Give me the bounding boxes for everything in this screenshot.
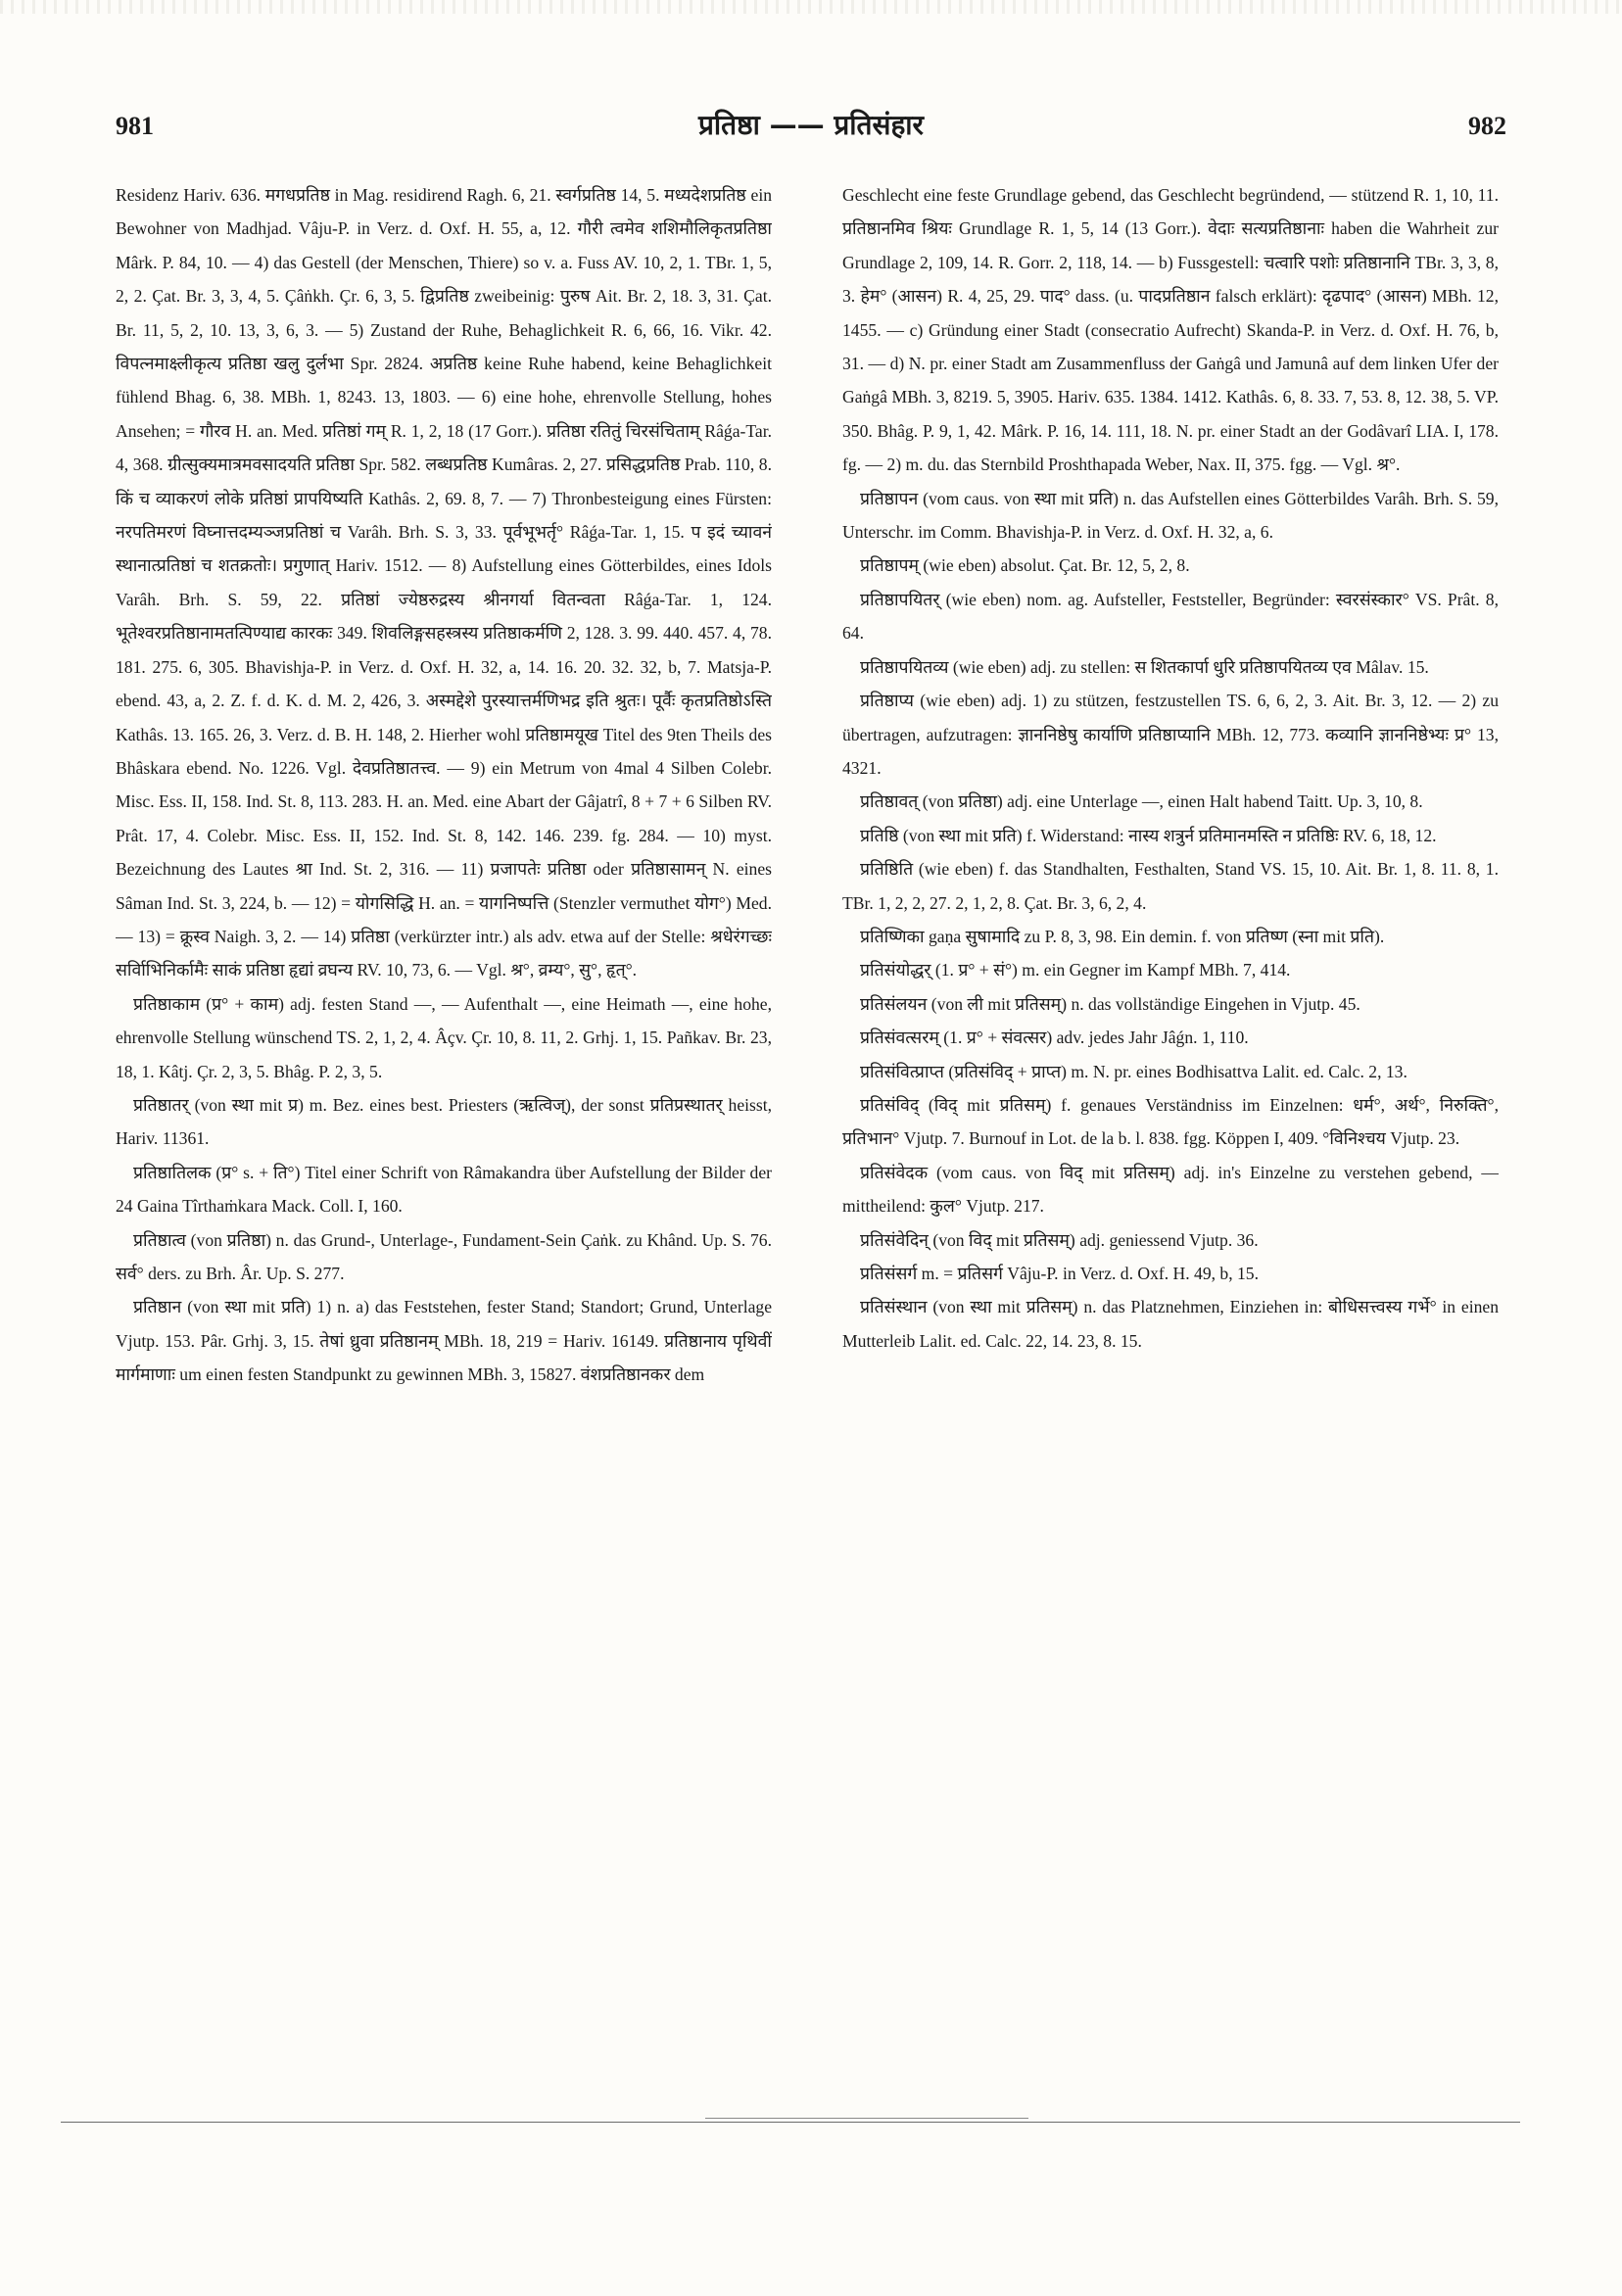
dictionary-entry: प्रतिष्ठाकाम (प्र° + काम) adj. festen Stand —, — Aufenthalt —, eine Heimath —, eine hohe, ehrenvolle Stellung wünschend TS. 2, 1, 2, 4. Âçv. Çr. 10, 8. 11, 2. Grhj. 1, 15. Pañkav. Br. 23, 18, 1. Kâtj. Çr. 2, 3, 5. Bhâg. P. 2, 3, 5. (116, 993, 772, 1081)
page-number-right: 982 (1468, 112, 1506, 140)
dictionary-entry: प्रतिष्णिका gaṇa सुषामादि zu P. 8, 3, 98. Ein demin. f. von प्रतिष्ण (स्ना mit प्रति). (860, 926, 1385, 946)
dictionary-entry: प्रतिसंयोद्धर् (1. प्र° + सं°) m. ein Gegner im Kampf MBh. 7, 414. (860, 960, 1291, 981)
dictionary-entry: प्रतिष्ठातिलक (प्र° s. + ति°) Titel einer Schrift von Râmakandra über Aufstellung der Bilder der 24 Gaina Tîrthaṁkara Mack. Coll. I, 160. (116, 1162, 772, 1217)
footer-rule (61, 2122, 1520, 2123)
dictionary-entry: प्रतिष्ठिति (wie eben) f. das Standhalten, Festhalten, Stand VS. 15, 10. Ait. Br. 1, 8. 11. 8, 1. TBr. 1, 2, 2, 27. 2, 1, 2, 8. Çat. Br. 3, 6, 2, 4. (842, 859, 1499, 913)
page-header (116, 106, 1506, 153)
running-head: प्रतिष्ठा —— प्रतिसंहार (697, 109, 925, 141)
dictionary-entry: Residenz Hariv. 636. मगधप्रतिष्ठ in Mag. residirend Ragh. 6, 21. स्वर्गप्रतिष्ठ 14, 5. मध्यदेशप्रतिष्ठ ein Bewohner von Madhjad. Vâju-P. in Verz. d. Oxf. H. 55, a, 12. गौरी त्वमेव शशिमौलिकृतप्रतिष्ठा Mârk. P. 84, 10. — 4) das Gestell (der Menschen, Thiere) so v. a. Fuss AV. 10, 2, 1. TBr. 1, 5, 2, 2. Çat. Br. 3, 3, 4, 5. Çâṅkh. Çr. 6, 3, 5. द्विप्रतिष्ठ zweibeinig: पुरुष Ait. Br. 2, 18. 3, 31. Çat. Br. 11, 5, 2, 10. 13, 3, 6, 3. — 5) Zustand der Ruhe, Behaglichkeit R. 6, 66, 16. Vikr. 42. विपत्नमाक्ष्लीकृत्य प्रतिष्ठा खलु दुर्लभा Spr. 2824. अप्रतिष्ठ keine Ruhe habend, keine Behaglichkeit fühlend Bhag. 6, 38. MBh. 1, 8243. 13, 1803. — 6) eine hohe, ehrenvolle Stellung, hohes Ansehen; = गौरव H. an. Med. प्रतिष्ठां गम् R. 1, 2, 18 (17 Gorr.). प्रतिष्ठा रतितुं चिरसंचिताम् Râǵa-Tar. 4, 368. ग्रीत्सुक्यमात्रमवसादयति प्रतिष्ठा Spr. 582. लब्धप्रतिष्ठ Kumâras. 2, 27. प्रसिद्धप्रतिष्ठ Prab. 110, 8. किं च व्याकरणं लोके प्रतिष्ठां प्रापयिष्यति Kathâs. 2, 69. 8, 7. — 7) Thronbesteigung eines Fürsten: नरपतिमरणं विघ्नात्तदम्यञ्जप्रतिष्ठां च Varâh. Brh. S. 3, 33. पूर्वभूभर्तृ° Râǵa-Tar. 1, 15. प इदं च्यावनं स्थानात्प्रतिष्ठां च शतक्रतोः। प्रगुणात् Hariv. 1512. — 8) Aufstellung eines Götterbildes, eines Idols Varâh. Brh. S. 59, 22. प्रतिष्ठां ज्येष्ठरुद्रस्य श्रीनगर्या वितन्वता Râǵa-Tar. 1, 124. भूतेश्वरप्रतिष्ठानामतत्पिण्याद्य कारकः 349. शिवलिङ्गसहस्त्रस्य प्रतिष्ठाकर्मणि 2, 128. 3. 99. 440. 457. 4, 78. 181. 275. 6, 305. Bhavishja-P. in Verz. d. Oxf. H. 32, a, 14. 16. 20. 32. 32, b, 7. Matsja-P. ebend. 43, a, 2. Z. f. d. K. d. M. 2, 426, 3. अस्मद्देशे पुरस्यात्तर्मणिभद्र इति श्रुतः। पूर्वैः कृतप्रतिष्ठोऽस्ति Kathâs. 13. 165. 26, 3. Verz. d. B. H. 148, 2. Hierher wohl प्रतिष्ठामयूख Titel des 9ten Theils des Bhâskara ebend. No. 1226. Vgl. देवप्रतिष्ठातत्त्व. — 9) ein Metrum von 4mal 4 Silben Colebr. Misc. Ess. II, 158. Ind. St. 8, 113. 283. H. an. Med. eine Abart der Gâjatrî, 8 + 7 + 6 Silben RV. Prât. 17, 4. Colebr. Misc. Ess. II, 152. Ind. St. 8, 142. 146. 239. fg. 284. — 10) myst. Bezeichnung des Lautes श्रा Ind. St. 2, 316. — 11) प्रजापतेः प्रतिष्ठा oder प्रतिष्ठासामन् N. eines Sâman Ind. St. 3, 224, b. — 12) = योगसिद्धि H. an. = यागनिष्पत्ति (Stenzler vermuthet योग°) Med. — 13) = क्रूस्व Naigh. 3, 2. — 14) प्रतिष्ठा (verkürzter intr.) als adv. etwa auf der Stelle: श्रधेरंगच्छः सर्वािभिनिर्कामैः साकं प्रतिष्ठा हृद्यां व्रघन्य RV. 10, 73, 6. — Vgl. श्र°, व्रम्य°, सु°, हृत्°. (116, 185, 772, 981)
dictionary-entry: प्रतिसंवेदिन् (von विद् mit प्रतिसम्) adj. geniessend Vjutp. 36. (860, 1229, 1259, 1250)
dictionary-entry: Geschlecht eine feste Grundlage gebend, das Geschlecht begründend, — stützend R. 1, 10, 11. प्रतिष्ठानमिव श्रियः Grundlage R. 1, 5, 14 (13 Gorr.). वेदाः सत्यप्रतिष्ठानाः haben die Wahrheit zur Grundlage 2, 109, 14. R. Gorr. 2, 118, 14. — b) Fussgestell: चत्वारि पशोः प्रतिष्ठानानि TBr. 3, 3, 8, 3. हेम° (आसन) R. 4, 25, 29. पाद° dass. (u. पादप्रतिष्ठान falsch erklärt): दृढपाद° (आसन) MBh. 12, 1455. — c) Gründung einer Stadt (consecratio Aufrecht) Skanda-P. in Verz. d. Oxf. H. 76, b, 31. — d) N. pr. einer Stadt am Zusammenfluss der Gaṅgâ und Jamunâ auf dem linken Ufer der Gaṅgâ MBh. 3, 8219. 5, 3905. Hariv. 635. 1384. 1412. Kathâs. 6, 8. 33. 7, 53. 8, 12. 38, 5. VP. 350. Bhâg. P. 9, 1, 42. Mârk. P. 16, 14. 111, 18. N. pr. einer Stadt an der Godâvarî LIA. I, 178. fg. — 2) m. du. das Sternbild Proshthapada Weber, Nax. II, 375. fgg. — Vgl. श्र°. (842, 185, 1499, 475)
dictionary-entry: प्रतिसंविद् (विद् mit प्रतिसम्) f. genaues Verständniss im Einzelnen: धर्म°, अर्थ°, निरुक्ति°, प्रतिभान° Vjutp. 7. Burnouf in Lot. de la b. l. 838. fgg. Köppen I, 409. °विनिश्चय Vjutp. 23. (842, 1094, 1499, 1149)
dictionary-entry: प्रतिष्ठावत् (von प्रतिष्ठा) adj. eine Unterlage —, einen Halt habend Taitt. Up. 3, 10, 8. (860, 791, 1423, 812)
dictionary-entry: प्रतिष्ठात्व (von प्रतिष्ठा) n. das Grund-, Unterlage-, Fundament-Sein Çaṅk. zu Khând. Up. S. 76. सर्व° ders. zu Brh. Âr. Up. S. 277. (116, 1229, 772, 1283)
scan-top-edge (0, 0, 1622, 14)
page-number-left: 981 (116, 112, 154, 140)
footer-rule-accent (705, 2118, 1028, 2119)
dictionary-entry: प्रतिसंवित्प्राप्त (प्रतिसंविद् + प्राप्त) m. N. pr. eines Bodhisattva Lalit. ed. Calc. 2, 13. (860, 1061, 1407, 1081)
dictionary-entry: प्रतिसंसर्ग m. = प्रतिसर्ग Vâju-P. in Verz. d. Oxf. H. 49, b, 15. (860, 1264, 1259, 1283)
dictionary-entry: प्रतिष्ठापम् (wie eben) absolut. Çat. Br. 12, 5, 2, 8. (860, 555, 1190, 576)
dictionary-entry: प्रतिसंवेदक (vom caus. von विद् mit प्रतिसम्) adj. in's Einzelne zu verstehen gebend, — mittheilend: कुल° Vjutp. 217. (842, 1162, 1499, 1217)
left-column (116, 178, 772, 2059)
dictionary-entry: प्रतिसंस्थान (von स्था mit प्रतिसम्) n. das Platznehmen, Einziehen in: बोधिसत्त्वस्य गर्भे° in einen Mutterleib Lalit. ed. Calc. 22, 14. 23, 8. 15. (842, 1297, 1499, 1351)
dictionary-entry: प्रतिसंवत्सरम् (1. प्र° + संवत्सर) adv. jedes Jahr Jâǵn. 1, 110. (860, 1028, 1249, 1048)
dictionary-entry: प्रतिष्ठापयितर् (wie eben) nom. ag. Aufsteller, Feststeller, Begründer: स्वरसंस्कार° VS. Prât. 8, 64. (842, 589, 1499, 644)
dictionary-entry: प्रतिष्ठापयितव्य (wie eben) adj. zu stellen: स शितकार्पा धुरि प्रतिष्ठापयितव्य एव Mâlav. 15. (860, 656, 1429, 677)
right-column (842, 178, 1499, 2059)
dictionary-entry: प्रतिसंलयन (von ली mit प्रतिसम्) n. das vollständige Eingehen in Vjutp. 45. (860, 993, 1360, 1014)
dictionary-entry: प्रतिष्ठि (von स्था mit प्रति) f. Widerstand: नास्य शत्रुर्न प्रतिमानमस्ति न प्रतिष्ठिः RV. 6, 18, 12. (860, 825, 1437, 845)
dictionary-entry: प्रतिष्ठातर् (von स्था mit प्र) m. Bez. eines best. Priesters (ऋत्विज्), der sonst प्रतिप्रस्थातर् heisst, Hariv. 11361. (116, 1094, 772, 1149)
dictionary-entry: प्रतिष्ठापन (vom caus. von स्था mit प्रति) n. das Aufstellen eines Götterbildes Varâh. Brh. S. 59, Unterschr. im Comm. Bhavishja-P. in Verz. d. Oxf. H. 32, a, 6. (842, 488, 1499, 543)
dictionary-entry: प्रतिष्ठान (von स्था mit प्रति) 1) n. a) das Feststehen, fester Stand; Standort; Grund, Unterlage Vjutp. 153. Pâr. Grhj. 3, 15. तेषां ध्रुवा प्रतिष्ठानम् MBh. 18, 219 = Hariv. 16149. प्रतिष्ठानाय पृथिवीं मार्गमाणाः um einen festen Standpunkt zu gewinnen MBh. 3, 15827. वंशप्रतिष्ठानकर dem (116, 1297, 772, 1385)
dictionary-entry: प्रतिष्ठाप्य (wie eben) adj. 1) zu stützen, festzustellen TS. 6, 6, 2, 3. Ait. Br. 3, 12. — 2) zu übertragen, aufzutragen: ज्ञाननिष्ठेषु कार्याणि प्रतिष्ठाप्यानि MBh. 12, 773. कव्यानि ज्ञाननिष्ठेभ्यः प्र° 13, 4321. (842, 691, 1499, 778)
